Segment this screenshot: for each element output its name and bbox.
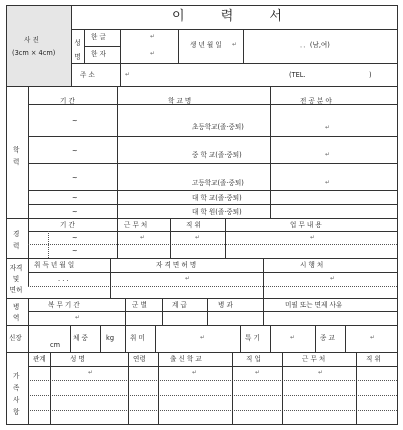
career-workplace-header: 근 무 처 xyxy=(124,221,148,229)
military-section-label: 병역 xyxy=(13,303,20,322)
license-date: . . . xyxy=(58,275,69,283)
family-header-age: 연령 xyxy=(133,355,146,363)
edu-period: ~ xyxy=(72,208,78,216)
edu-school-row: 중 학 교(졸·중퇴) xyxy=(192,151,242,159)
career-position-header: 직 위 xyxy=(186,221,201,229)
major-field[interactable]: ↵ xyxy=(325,124,331,131)
skill-label: 특 기 xyxy=(245,334,260,342)
height-label: 신장 xyxy=(9,334,22,342)
career-workplace-field[interactable]: ↵ xyxy=(140,234,146,241)
photo-label: 사 진 xyxy=(24,36,39,44)
hobby-field[interactable]: ↵ xyxy=(200,334,206,341)
address-field[interactable]: ↵ xyxy=(125,71,131,78)
military-exempt-header: 미필 또는 면제 사유 xyxy=(285,301,343,309)
edu-period: ~ xyxy=(72,174,78,182)
edu-period: ~ xyxy=(72,117,78,125)
military-type-header: 병 과 xyxy=(218,301,233,309)
career-section-label: 경력 xyxy=(13,230,20,250)
hangul-name-field[interactable]: ↵ xyxy=(150,33,156,40)
family-header-job: 직 업 xyxy=(246,355,261,363)
weight-unit: kg xyxy=(106,334,115,342)
birth-label: 생 년 월 일 xyxy=(190,41,222,49)
birth-mark: ↵ xyxy=(232,41,238,48)
photo-box xyxy=(6,5,71,86)
edu-school-row: 고등학교(졸·중퇴) xyxy=(192,179,244,187)
family-job-field[interactable]: ↵ xyxy=(255,369,261,376)
license-date-header: 취 득 년 월 일 xyxy=(34,261,75,269)
license-issuer-header: 시 행 처 xyxy=(300,261,324,269)
license-section-label: 자격 및 면허 xyxy=(9,264,23,294)
height-unit: cm xyxy=(50,341,61,349)
family-name-field[interactable]: ↵ xyxy=(88,369,94,376)
career-period: ~ xyxy=(72,234,78,242)
skill-field[interactable]: ↵ xyxy=(290,334,296,341)
military-period-field[interactable]: ↵ xyxy=(75,314,81,321)
hanja-label: 한 자 xyxy=(91,50,106,58)
major-field[interactable]: ↵ xyxy=(325,151,331,158)
edu-school-header: 학 교 명 xyxy=(168,97,192,105)
hobby-label: 취 미 xyxy=(130,334,145,342)
family-workplace-field[interactable]: ↵ xyxy=(318,369,324,376)
family-header-school: 출 신 학 교 xyxy=(170,355,202,363)
family-header-name: 성 명 xyxy=(70,355,85,363)
license-issuer-field[interactable]: ↵ xyxy=(330,275,336,282)
edu-school-row: 대 학 교(졸·중퇴) xyxy=(192,194,242,202)
tel-close: ) xyxy=(369,71,372,79)
edu-major-header: 전 공 분 야 xyxy=(300,97,332,105)
military-rank-header: 계 급 xyxy=(172,301,187,309)
family-header-relation: 관계 xyxy=(33,355,46,363)
religion-label: 종 교 xyxy=(320,334,335,342)
hangul-label: 한 글 xyxy=(91,33,106,41)
edu-school-row: 초등학교(졸·중퇴) xyxy=(192,123,244,131)
career-period-header: 기 간 xyxy=(60,221,75,229)
name-label: 성명 xyxy=(74,39,81,61)
religion-field[interactable]: ↵ xyxy=(370,334,376,341)
career-duty-field[interactable]: ↵ xyxy=(310,234,316,241)
weight-label: 체 중 xyxy=(73,334,88,342)
license-name-field[interactable]: ↵ xyxy=(185,275,191,282)
education-section-label: 학력 xyxy=(13,146,20,166)
military-branch-header: 군 별 xyxy=(132,301,147,309)
military-period-header: 복 무 기 간 xyxy=(48,301,80,309)
tel-label: (TEL. xyxy=(289,71,306,79)
address-label: 주 소 xyxy=(80,71,95,79)
birth-format: ．．(남,여) xyxy=(300,41,330,49)
hanja-name-field[interactable]: ↵ xyxy=(150,50,156,57)
family-section-label: 가족사항 xyxy=(13,372,20,416)
edu-school-row: 대 학 원(졸·중퇴) xyxy=(192,208,242,216)
career-position-field[interactable]: ↵ xyxy=(195,234,201,241)
edu-period-header: 기 간 xyxy=(60,97,75,105)
edu-period: ~ xyxy=(72,194,78,202)
major-field[interactable]: ↵ xyxy=(325,179,331,186)
page-title: 이 력 서 xyxy=(172,9,298,24)
license-name-header: 자 격 면 허 명 xyxy=(156,261,197,269)
family-header-position: 직 위 xyxy=(366,355,381,363)
career-period: ~ xyxy=(72,247,78,255)
photo-size: (3cm × 4cm) xyxy=(12,49,56,57)
career-duty-header: 업 무 내 용 xyxy=(290,221,322,229)
edu-period: ~ xyxy=(72,147,78,155)
family-school-field[interactable]: ↵ xyxy=(192,369,198,376)
family-header-workplace: 근 무 처 xyxy=(302,355,326,363)
